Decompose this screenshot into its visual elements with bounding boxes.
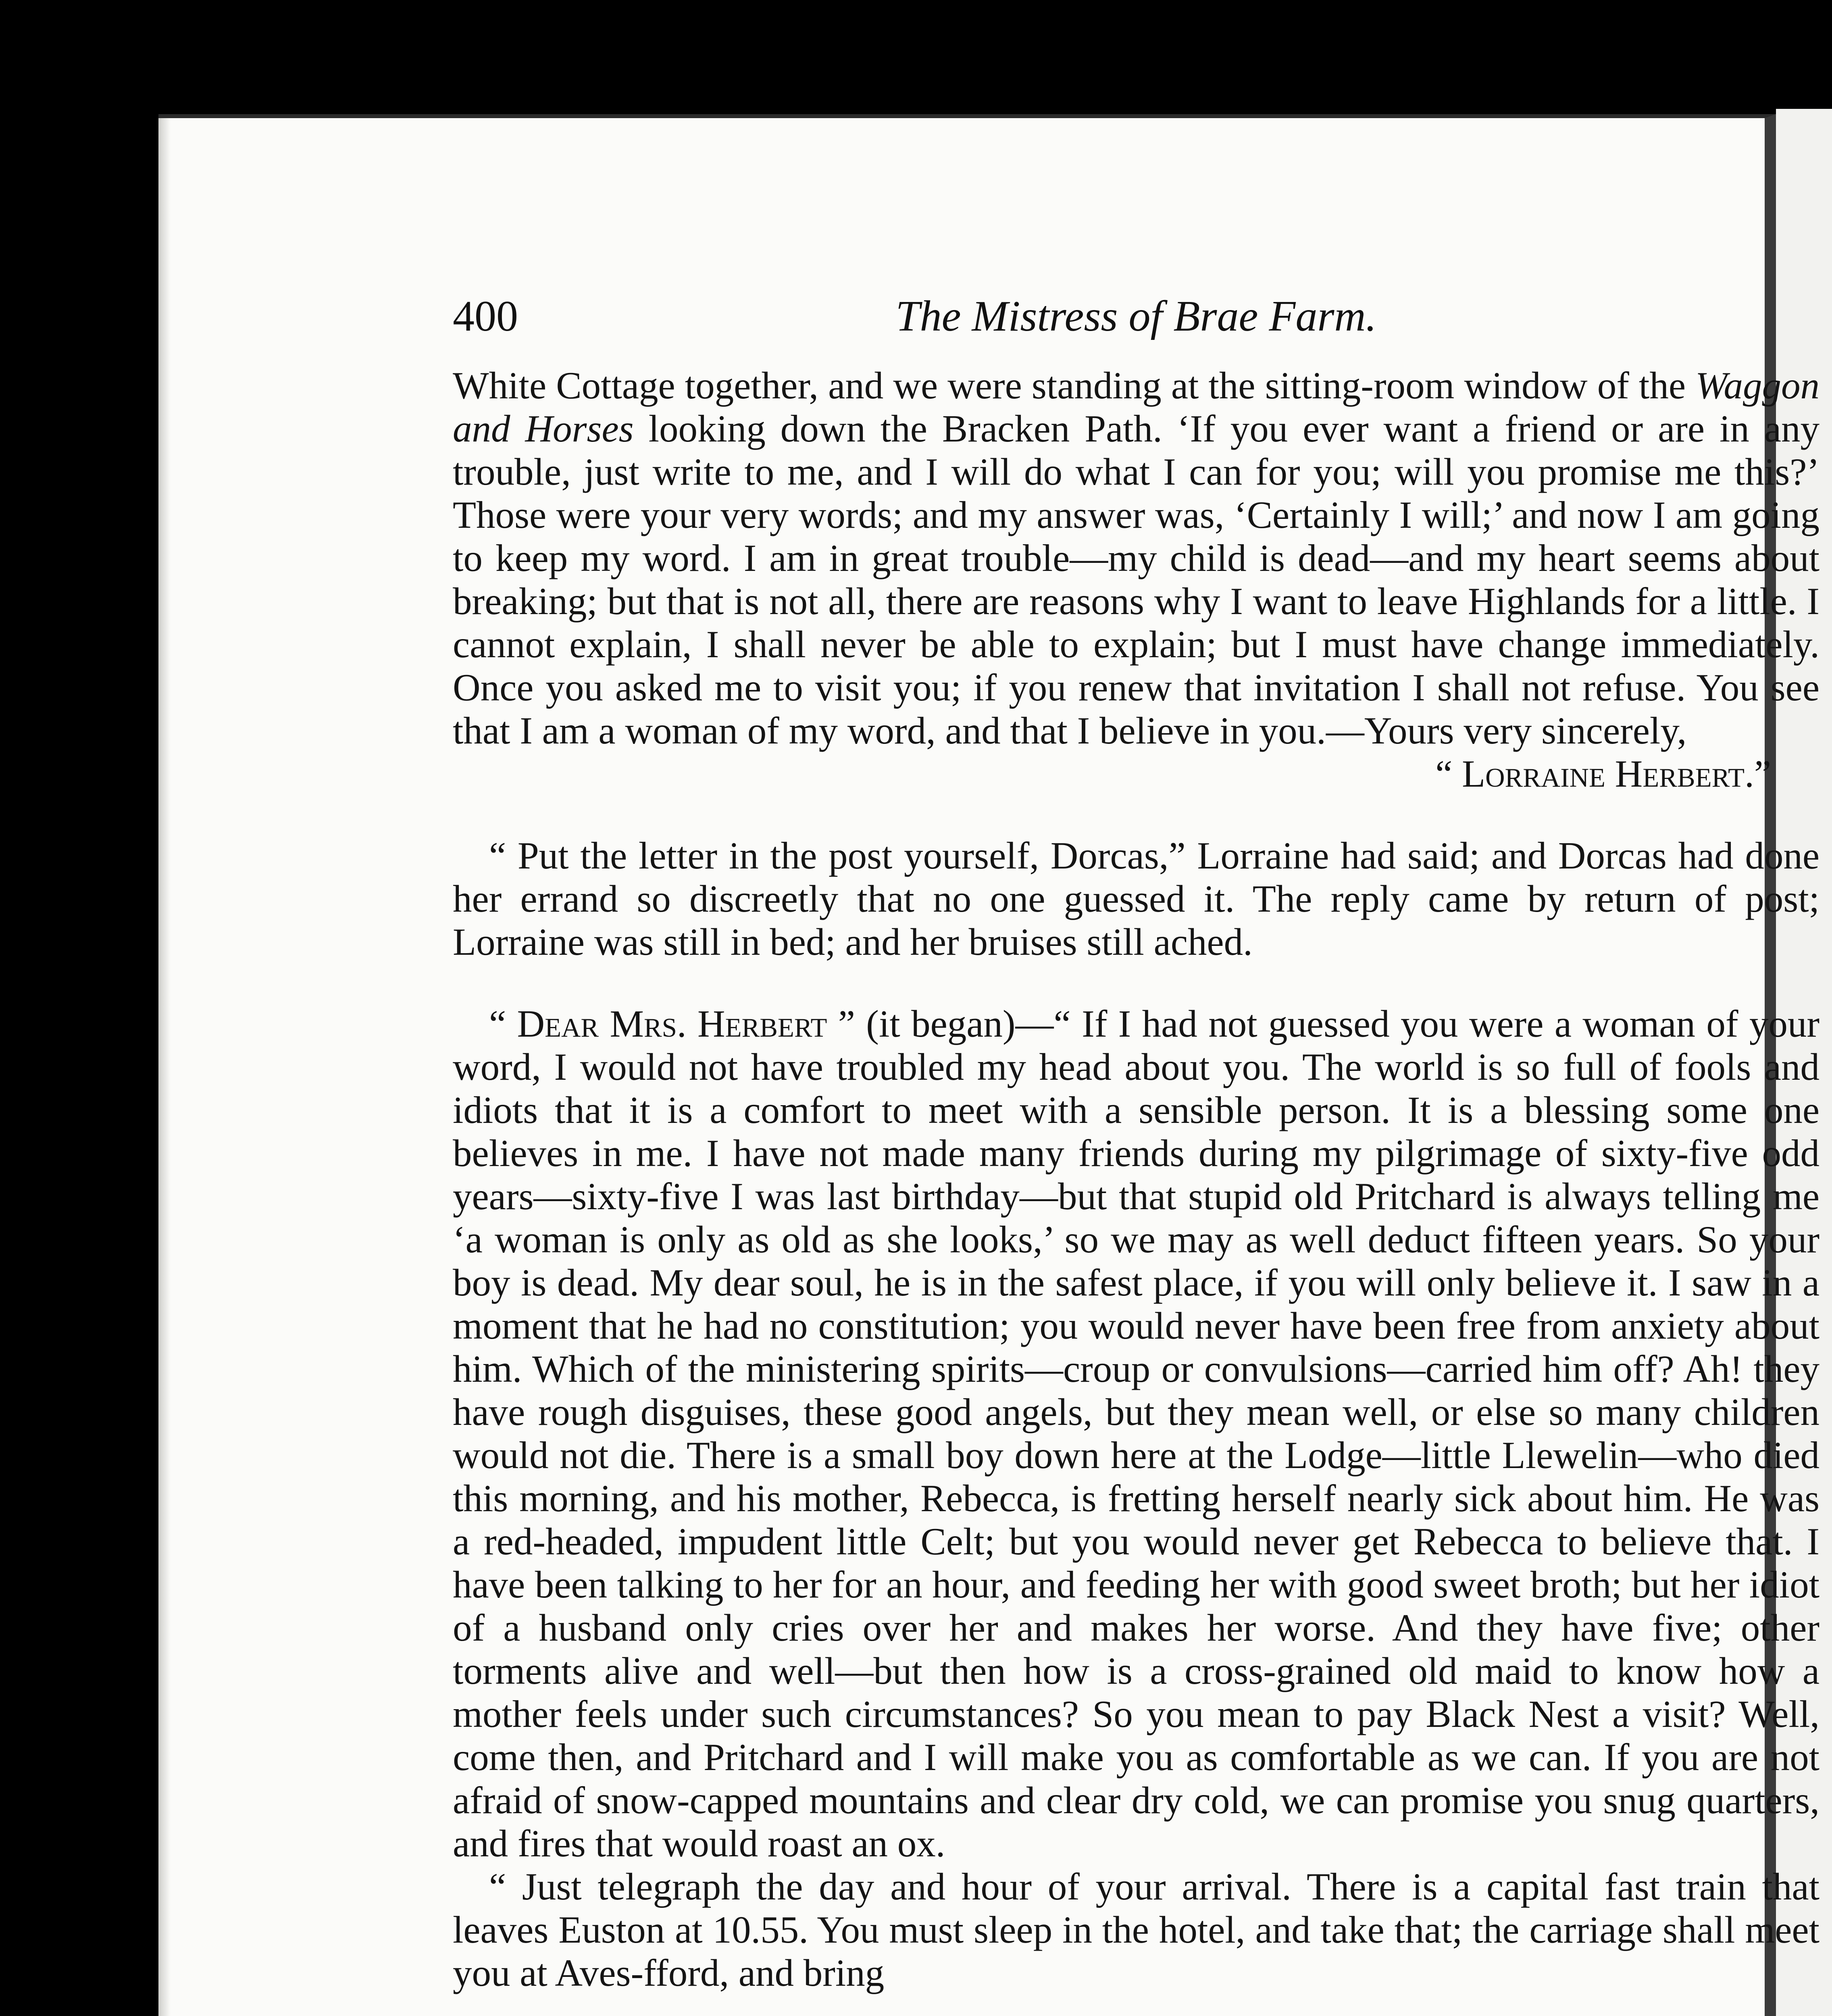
narration-paragraph: “ Put the letter in the post yourself, Dorcas,” Lorraine had said; and Dorcas had done her errand so discreetly that no one guessed it. The reply came by return of post; Lorraine was still in bed; and her bruises still ached. — [453, 834, 1820, 963]
letter-two-salutation: “ Dear Mrs. Herbert ” — [489, 1002, 855, 1045]
letter-one-paragraph — [453, 364, 1820, 752]
running-head — [453, 292, 1820, 352]
letter-two-continuation: “ Just telegraph the day and hour of your arrival. There is a capital fast train that leaves Euston at 10.55. You must sleep in the hotel, and take that; the carriage shall meet you at Aves-fford, and bring — [453, 1865, 1820, 1994]
letter-one-text-part1: White Cottage together, and we were standing at the sitting-room window of the — [453, 364, 1696, 407]
body-text — [453, 364, 1820, 1995]
page-number: 400 — [453, 292, 518, 340]
letter-two-body: (it began)—“ If I had not guessed you were a woman of your word, I would not have troubled my head about you. The world is so full of fools and idiots that it is a comfort to meet with a sensible person. It is a blessing some one believes in me. I have not made many friends during my pilgrimage of sixty-five odd years—sixty-five I was last birthday—but that stupid old Pritchard is always telling me ‘a woman is only as old as she looks,’ so we may as well deduct fifteen years. So your boy is dead. My dear soul, he is in the safest place, if you will only believe it. I saw in a moment that he had no constitution; you would never have been free from anxiety about him. Which of the ministering spirits—croup or convulsions—carried him off? Ah! they have rough disguises, these good angels, but they mean well, or else so many children would not die. There is a small boy down here at the Lodge—little Llewelin—who died this morning, and his mother, Rebecca, is fretting herself nearly sick about him. He was a red-headed, impudent little Celt; but you would never get Rebecca to believe that. I have been talking to her for an hour, and feeding her with good sweet broth; but her idiot of a husband only cries over her and makes her worse. And they have five; other torments alive and well—but then how is a cross-grained old maid to know how a mother feels under such circumstances? So you mean to pay Black Nest a visit? Well, come then, and Pritchard and I will make you as comfortable as we can. If you are not afraid of snow-capped mountains and clear dry cold, we can promise you snug quarters, and fires that would roast an ox. — [453, 1002, 1820, 1865]
spine-shadow — [158, 118, 171, 2016]
letter-one-text-part2: looking down the Bracken Path. ‘If you ever want a friend or are in any trouble, just write to me, and I will do what I can for you; will you promise me this?’ Those were your very words; and my answer was, ‘Certainly I will;’ and now I am going to keep my word. I am in great trouble—my child is dead—and my heart seems about breaking; but that is not all, there are reasons why I want to leave Highlands for a little. I cannot explain, I shall never be able to explain; but I must have change immediately. Once you asked me to visit you; if you renew that invitation I shall not refuse. You see that I am a woman of my word, and that I believe in you.—Yours very sincerely, — [453, 407, 1820, 752]
book-page — [158, 114, 1820, 2016]
book-title: The Mistress of Brae Farm. — [895, 292, 1377, 340]
letter-one-signature: “ Lorraine Herbert.” — [1435, 752, 1771, 795]
letter-two-paragraph — [453, 1002, 1820, 1865]
inn-name: Waggon and Horses — [453, 364, 1820, 450]
